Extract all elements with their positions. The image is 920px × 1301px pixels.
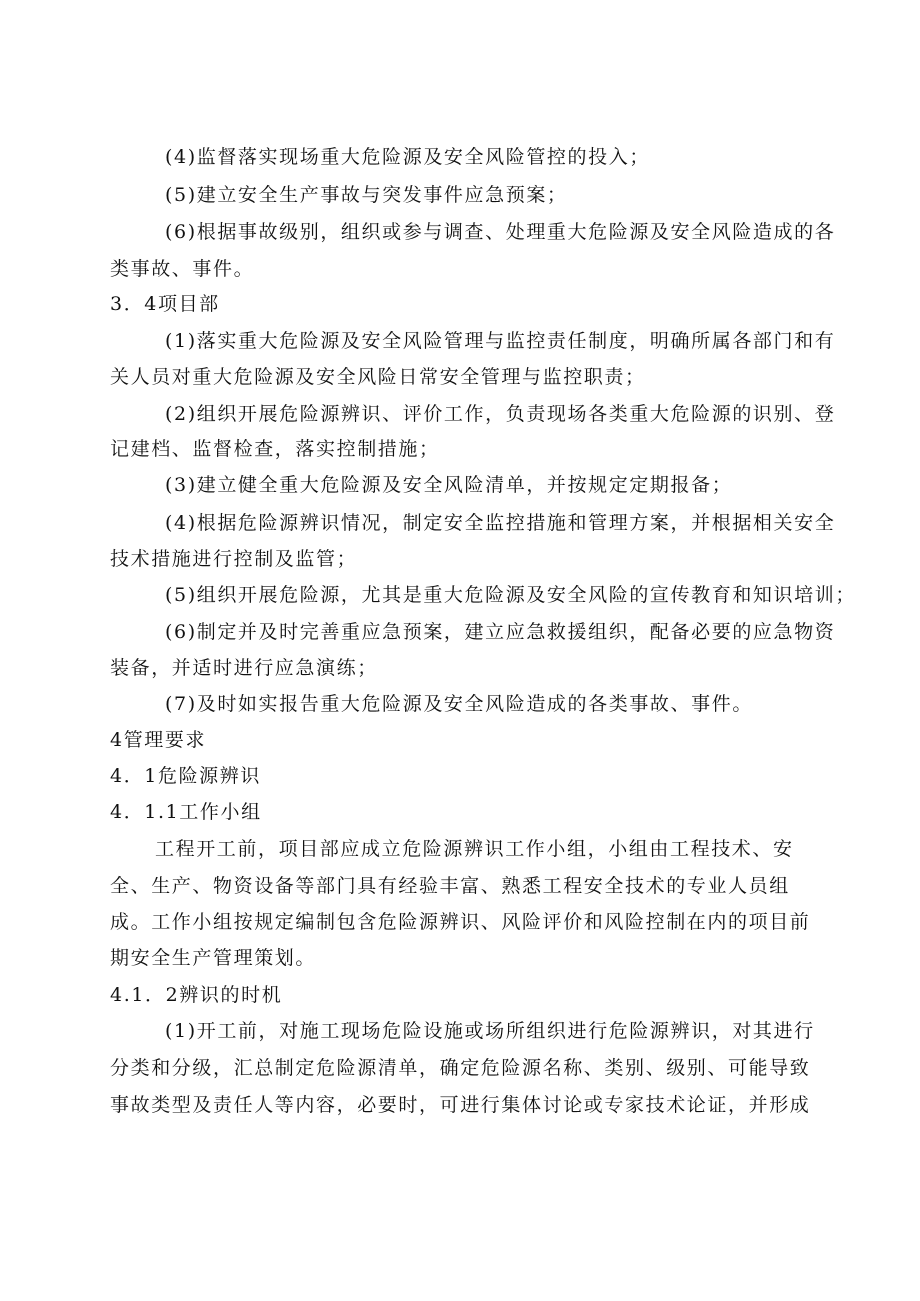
- section-heading: 4．1危险源辨识: [110, 765, 261, 787]
- text-line: (4)监督落实现场重大危险源及安全风险管控的投入；: [165, 146, 650, 168]
- text-line: (6)根据事故级别，组织或参与调查、处理重大危险源及安全风险造成的各: [165, 221, 836, 243]
- section-heading: 4.1．2辨识的时机: [110, 984, 283, 1006]
- text-line: (5)建立安全生产事故与突发事件应急预案；: [165, 184, 568, 206]
- text-line: 事故类型及责任人等内容，必要时，可进行集体讨论或专家技术论证，并形成: [110, 1094, 811, 1116]
- text-line: 装备，并适时进行应急演练；: [110, 657, 378, 679]
- text-line: (1)落实重大危险源及安全风险管理与监控责任制度，明确所属各部门和有: [165, 330, 836, 352]
- text-line: 工程开工前，项目部应成立危险源辨识工作小组，小组由工程技术、安: [155, 838, 794, 860]
- text-line: (5)组织开展危险源，尤其是重大危险源及安全风险的宣传教育和知识培训；: [165, 584, 856, 606]
- section-heading: 3．4项目部: [110, 293, 220, 315]
- text-line: 全、生产、物资设备等部门具有经验丰富、熟悉工程安全技术的专业人员组: [110, 875, 790, 897]
- text-line: (7)及时如实报告重大危险源及安全风险造成的各类事故、事件。: [165, 693, 753, 715]
- text-line: 期安全生产管理策划。: [110, 947, 317, 969]
- text-line: 成。工作小组按规定编制包含危险源辨识、风险评价和风险控制在内的项目前: [110, 911, 811, 933]
- text-line: (6)制定并及时完善重应急预案，建立应急救援组织，配备必要的应急物资: [165, 621, 836, 643]
- text-line: (4)根据危险源辨识情况，制定安全监控措施和管理方案，并根据相关安全: [165, 512, 836, 534]
- text-line: 关人员对重大危险源及安全风险日常安全管理与监控职责；: [110, 366, 646, 388]
- text-line: 技术措施进行控制及监管；: [110, 548, 358, 570]
- text-line: (1)开工前，对施工现场危险设施或场所组织进行危险源辨识，对其进行: [165, 1020, 815, 1042]
- text-line: 类事故、事件。: [110, 258, 255, 280]
- text-line: (2)组织开展危险源辨识、评价工作，负责现场各类重大危险源的识别、登: [165, 403, 836, 425]
- section-heading: 4管理要求: [110, 729, 207, 751]
- section-heading: 4．1.1工作小组: [110, 801, 262, 823]
- text-line: (3)建立健全重大危险源及安全风险清单，并按规定定期报备；: [165, 474, 733, 496]
- text-line: 分类和分级，汇总制定危险源清单，确定危险源名称、类别、级别、可能导致: [110, 1057, 811, 1079]
- text-line: 记建档、监督检查，落实控制措施；: [110, 438, 440, 460]
